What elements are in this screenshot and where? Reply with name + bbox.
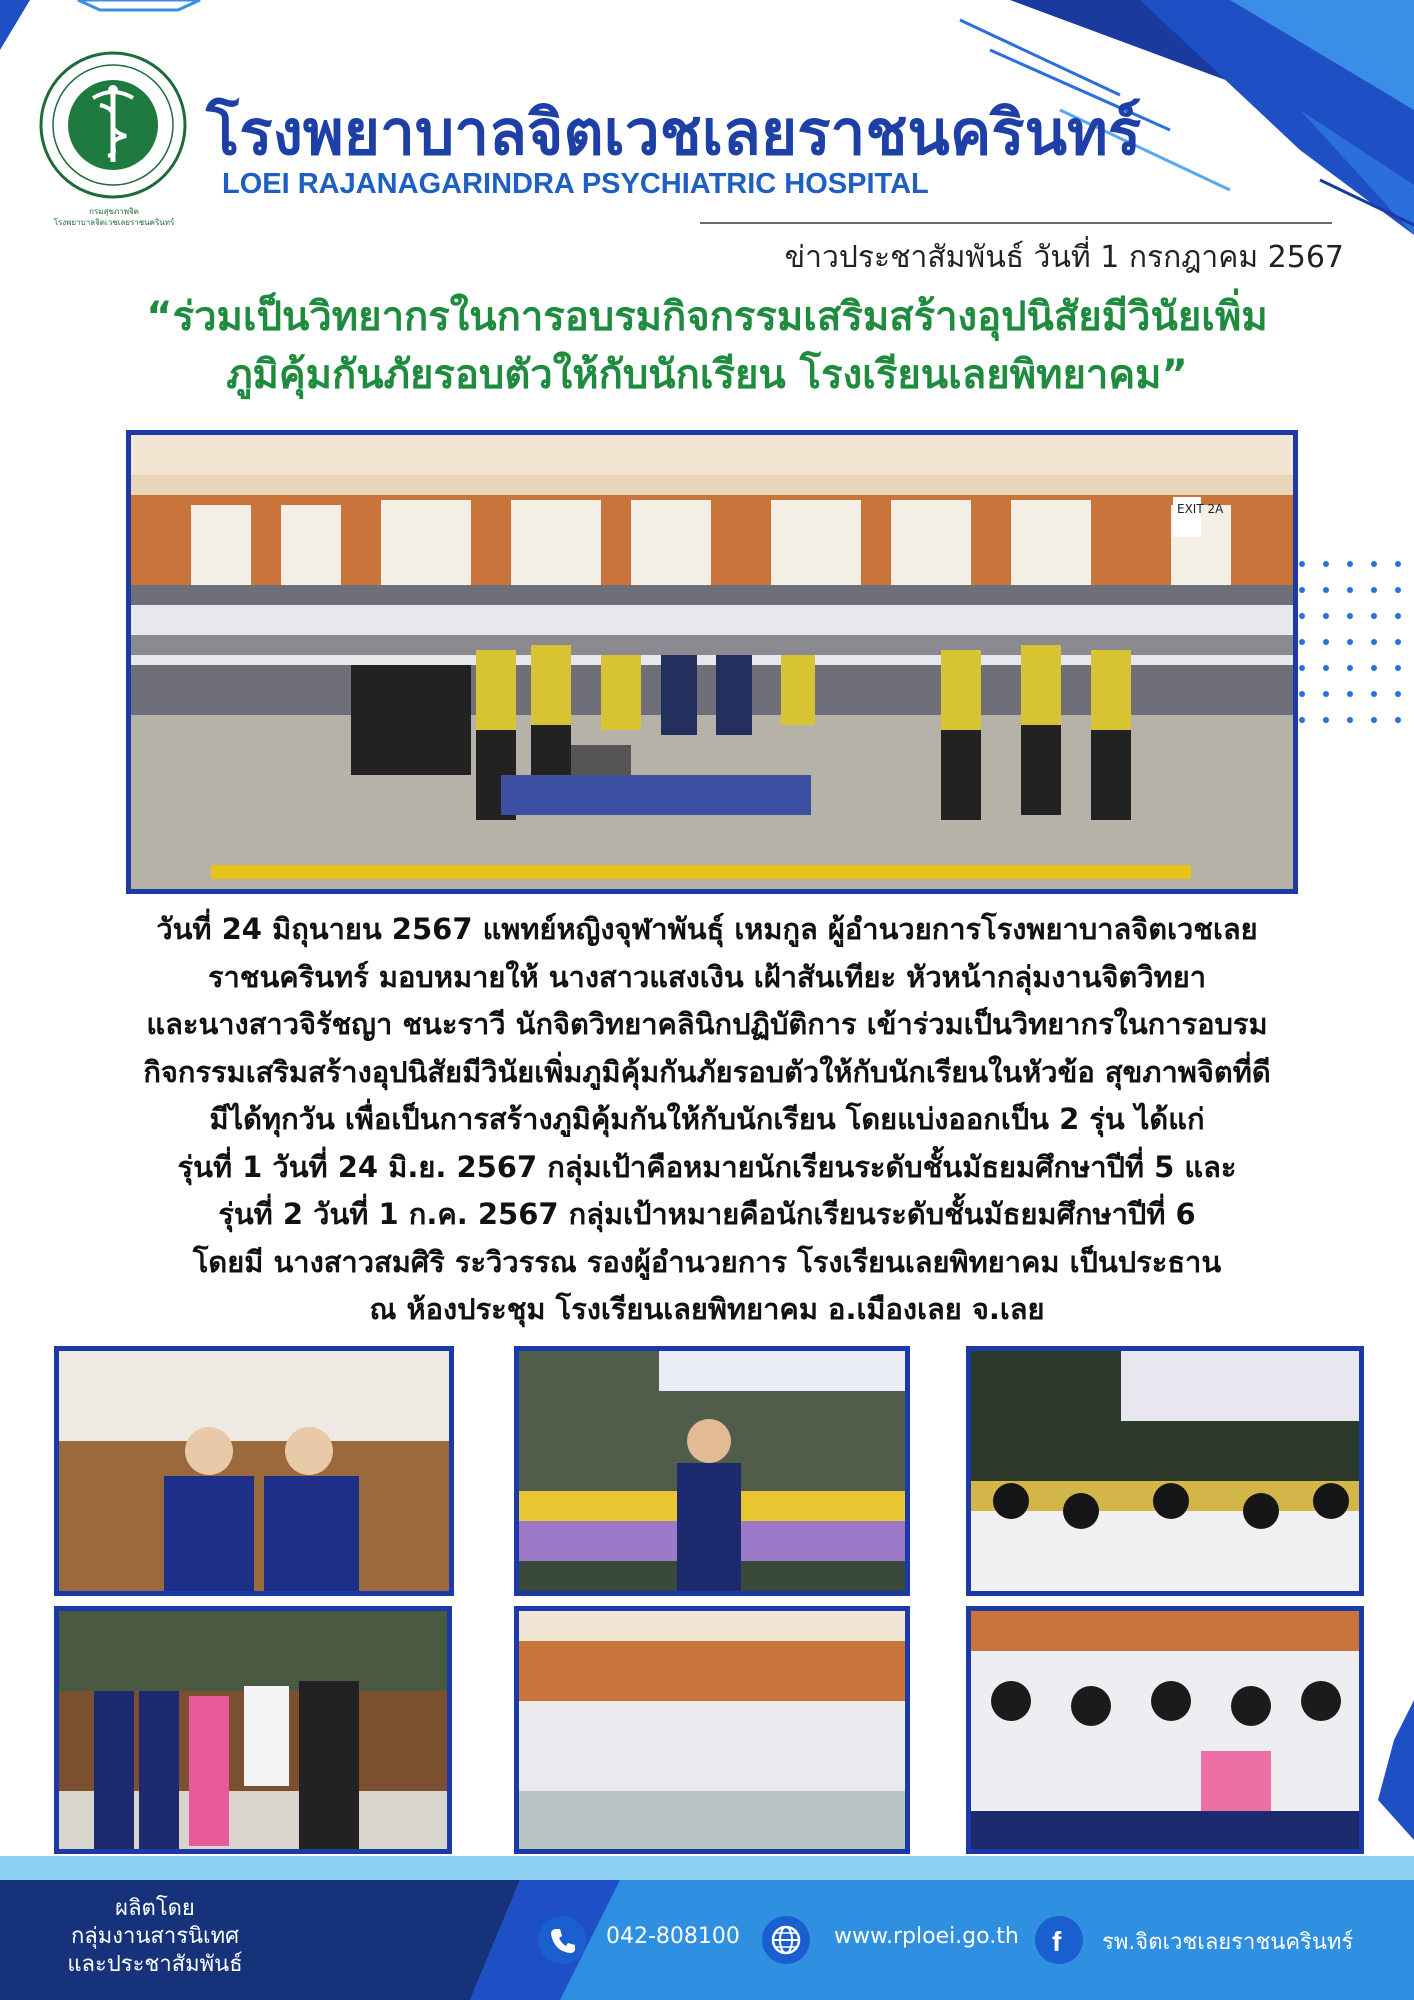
facebook-page[interactable]: รพ.จิตเวชเลยราชนครินทร์ (1102, 1930, 1354, 1955)
header-divider (700, 222, 1332, 224)
photo-students-listening (966, 1346, 1364, 1596)
photo-students-prizes (54, 1606, 452, 1854)
producer-line-1: ผลิตโดย (115, 1896, 195, 1921)
phone-number[interactable]: 042-808100 (606, 1924, 740, 1949)
producer-line-3: และประชาสัมพันธ์ (67, 1952, 243, 1977)
exit-sign: EXIT 2A (1177, 502, 1224, 516)
svg-text:f: f (1052, 1926, 1062, 1957)
news-body (22, 906, 1392, 1334)
body-line-8: โดยมี นางสาวสมศิริ ระวิวรรณ รองผู้อำนวยการ โรงเรียนเลยพิทยาคม เป็นประธาน (192, 1244, 1222, 1279)
body-line-1: วันที่ 24 มิถุนายน 2567 แพทย์หญิงจุฬาพันธุ์ เหมกูล ผู้อำนวยการโรงพยาบาลจิตเวชเลย (156, 912, 1258, 946)
main-group-photo (126, 430, 1298, 894)
logo-caption (30, 206, 198, 228)
news-date: ข่าวประชาสัมพันธ์ วันที่ 1 กรกฎาคม 2567 (784, 240, 1344, 275)
body-line-9: ณ ห้องประชุม โรงเรียนเลยพิทยาคม อ.เมืองเลย จ.เลย (369, 1292, 1045, 1326)
body-line-7: รุ่นที่ 2 วันที่ 1 ก.ค. 2567 กลุ่มเป้าหมายคือนักเรียนระดับชั้นมัธยมศึกษาปีที่ 6 (218, 1197, 1196, 1231)
body-line-4: กิจกรรมเสริมสร้างอุปนิสัยมีวินัยเพิ่มภูมิคุ้มกันภัยรอบตัวให้กับนักเรียนในหัวข้อ สุขภาพจิตที่ดี (143, 1054, 1271, 1089)
ministry-logo (38, 50, 188, 200)
body-line-6: รุ่นที่ 1 วันที่ 24 มิ.ย. 2567 กลุ่มเป้าคือหมายนักเรียนระดับชั้นมัธยมศึกษาปีที่ 5 และ (177, 1149, 1237, 1184)
side-accent-decoration (1370, 1700, 1414, 1840)
photo-speaker-microphone (514, 1346, 910, 1596)
photo-speakers-seated (54, 1346, 454, 1596)
logo-caption-line-2: โรงพยาบาลจิตเวชเลยราชนครินทร์ (53, 218, 175, 227)
facebook-icon (1035, 1916, 1083, 1964)
photo-hall-wide (514, 1606, 910, 1854)
hospital-title-english: LOEI RAJANAGARINDRA PSYCHIATRIC HOSPITAL (222, 168, 929, 200)
website-link[interactable]: www.rploei.go.th (834, 1924, 1019, 1949)
hospital-title-thai: โรงพยาบาลจิตเวชเลยราชนครินทร์ (206, 96, 1142, 169)
headline-line-1: “ร่วมเป็นวิทยากรในการอบรมกิจกรรมเสริมสร้างอุปนิสัยมีวินัยเพิ่ม (146, 294, 1268, 340)
body-line-2: ราชนครินทร์ มอบหมายให้ นางสาวแสงเงิน เฝ้าสันเทียะ หัวหน้ากลุ่มงานจิตวิทยา (207, 959, 1207, 994)
phone-icon (538, 1916, 586, 1964)
globe-icon (762, 1916, 810, 1964)
body-line-5: มีได้ทุกวัน เพื่อเป็นการสร้างภูมิคุ้มกันให้กับนักเรียน โดยแบ่งออกเป็น 2 รุ่น ได้แก่ (209, 1102, 1205, 1136)
news-headline (60, 288, 1354, 404)
body-line-3: และนางสาวจิรัชญา ชนะราวี นักจิตวิทยาคลินิกปฏิบัติการ เข้าร่วมเป็นวิทยากรในการอบรม (146, 1007, 1268, 1041)
logo-caption-line-1: กรมสุขภาพจิต (89, 207, 139, 216)
producer-line-2: กลุ่มงานสารนิเทศ (70, 1924, 240, 1949)
photo-students-seated-closeup (966, 1606, 1364, 1854)
headline-line-2: ภูมิคุ้มกันภัยรอบตัวให้กับนักเรียน โรงเรียนเลยพิทยาคม” (226, 352, 1188, 398)
dot-grid-decoration (1296, 560, 1414, 740)
producer-credit (60, 1895, 250, 1979)
